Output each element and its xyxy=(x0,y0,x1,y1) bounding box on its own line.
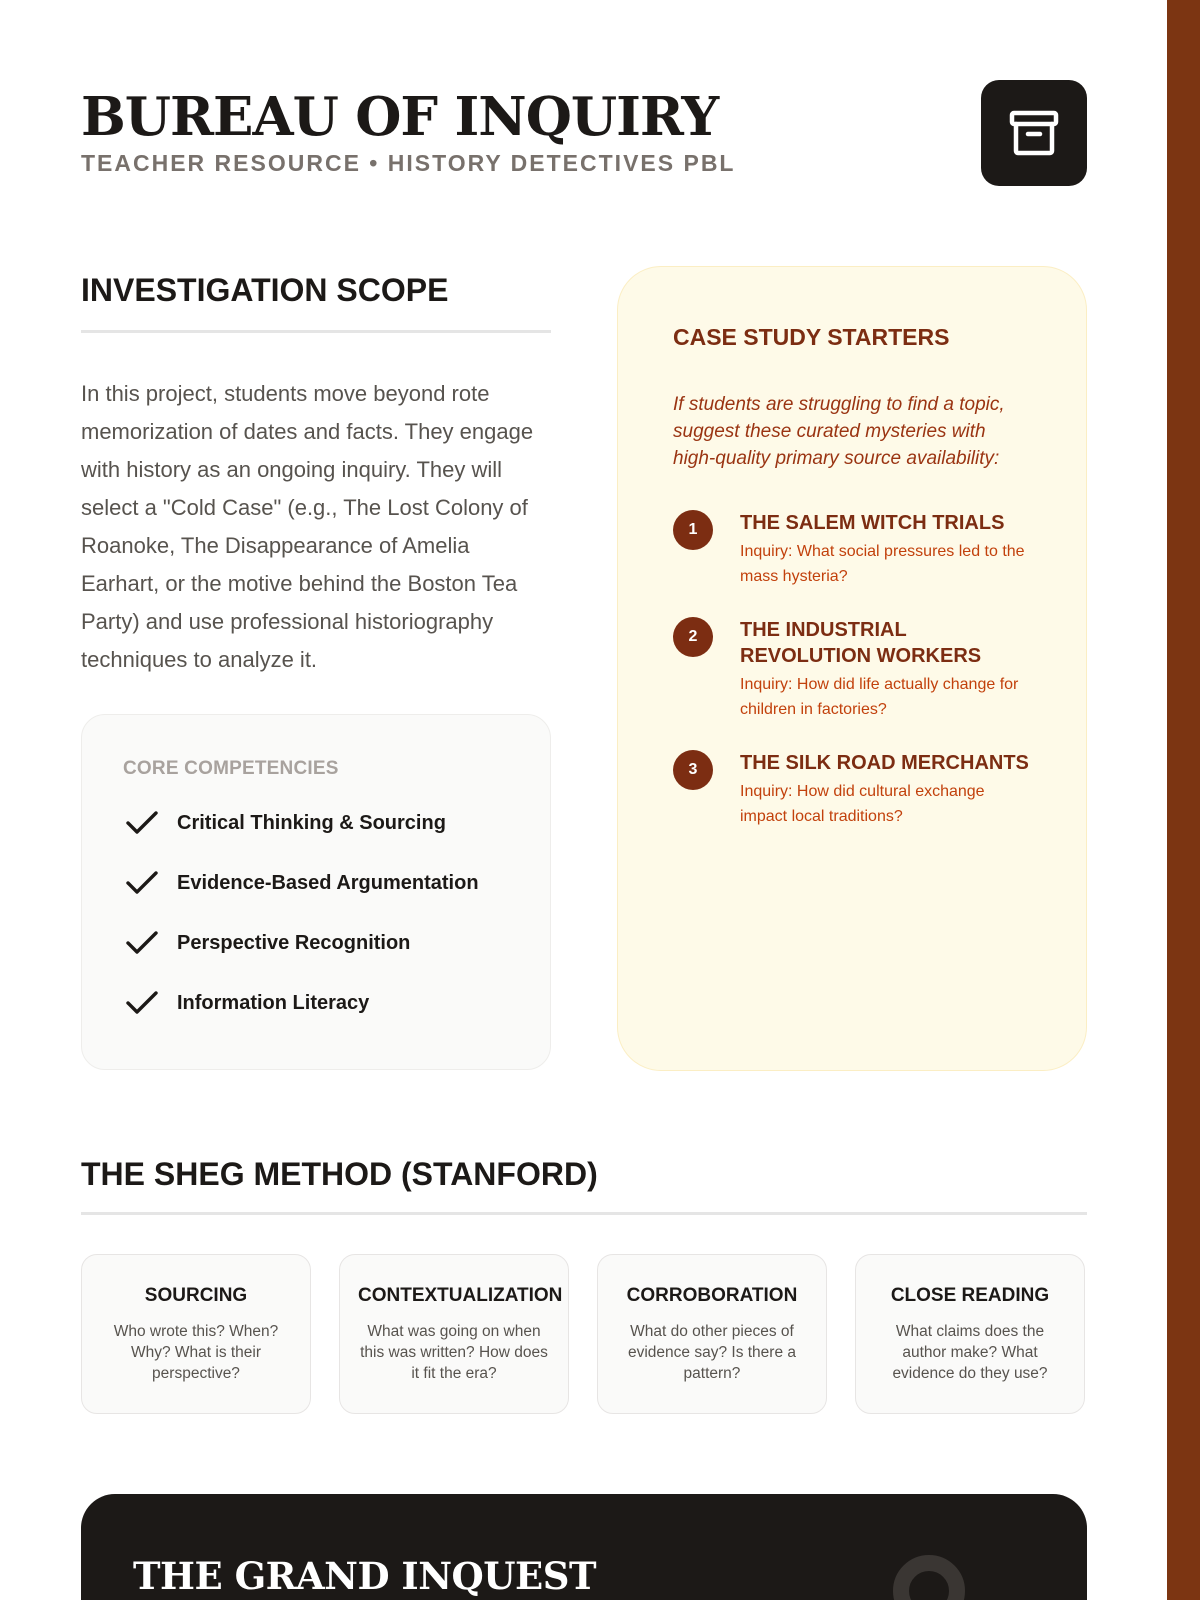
investigation-scope xyxy=(81,268,551,679)
competencies-heading: CORE COMPETENCIES xyxy=(123,758,339,779)
case-name: THE INDUSTRIAL REVOLUTION WORKERS xyxy=(740,619,982,667)
archive-icon xyxy=(1009,110,1059,156)
competency-item xyxy=(123,923,510,963)
competencies-list xyxy=(123,803,510,1023)
competency-item xyxy=(123,803,510,843)
case-study-item xyxy=(673,617,1032,722)
accent-stripe xyxy=(1167,0,1200,1600)
page-title: BUREAU OF INQUIRY xyxy=(81,86,719,148)
sheg-card-contextualization xyxy=(339,1254,569,1414)
case-number-badge: 3 xyxy=(673,750,713,790)
grand-inquest-panel xyxy=(81,1494,1087,1600)
case-study-starters-card xyxy=(617,266,1087,1071)
page-subtitle: TEACHER RESOURCE • HISTORY DETECTIVES PBL xyxy=(81,150,736,176)
sheg-card-title: SOURCING xyxy=(144,1285,248,1306)
case-inquiry: Inquiry: What social pressures led to the mass hysteria? xyxy=(740,543,1025,585)
magnifier-icon xyxy=(893,1555,965,1600)
header xyxy=(81,80,1087,188)
check-icon xyxy=(126,988,160,1018)
check-icon xyxy=(126,928,160,958)
competency-label: Information Literacy xyxy=(177,991,370,1014)
inquest-heading: THE GRAND INQUEST xyxy=(133,1554,596,1598)
sheg-card-title: CORROBORATION xyxy=(626,1285,798,1306)
sheg-card-desc: What was going on when this was written? How does it fit the era? xyxy=(360,1323,548,1382)
sheg-cards xyxy=(81,1254,1087,1414)
competency-item xyxy=(123,863,510,903)
divider xyxy=(81,330,551,333)
competency-label: Critical Thinking & Sourcing xyxy=(177,811,446,834)
sheg-card-title: CONTEXTUALIZATION xyxy=(358,1285,563,1306)
case-number-badge: 1 xyxy=(673,510,713,550)
check-icon xyxy=(126,808,160,838)
competency-label: Perspective Recognition xyxy=(177,931,411,954)
case-study-heading: CASE STUDY STARTERS xyxy=(673,324,950,350)
sheg-card-sourcing xyxy=(81,1254,311,1414)
core-competencies-card xyxy=(81,714,551,1070)
sheg-card-corroboration xyxy=(597,1254,827,1414)
sheg-method xyxy=(81,1152,1087,1382)
sheg-heading: THE SHEG METHOD (STANFORD) xyxy=(81,1156,598,1192)
case-number-badge: 2 xyxy=(673,617,713,657)
case-study-intro: If students are struggling to find a topic, suggest these curated mysteries with high-quality primary source availability: xyxy=(673,394,1005,469)
case-study-list xyxy=(673,510,1032,829)
sheg-card-title: CLOSE READING xyxy=(890,1285,1050,1306)
competency-item xyxy=(123,983,510,1023)
sheg-card-desc: What do other pieces of evidence say? Is there a pattern? xyxy=(627,1323,797,1382)
case-name: THE SALEM WITCH TRIALS xyxy=(740,512,1005,534)
case-inquiry: Inquiry: How did life actually change for children in factories? xyxy=(740,676,1019,718)
case-inquiry: Inquiry: How did cultural exchange impact local traditions? xyxy=(740,783,985,825)
case-name: THE SILK ROAD MERCHANTS xyxy=(740,752,1029,774)
scope-heading: INVESTIGATION SCOPE xyxy=(81,272,449,308)
sheg-card-close-reading xyxy=(855,1254,1085,1414)
check-icon xyxy=(126,868,160,898)
case-study-item xyxy=(673,750,1032,829)
competency-label: Evidence-Based Argumentation xyxy=(177,871,479,894)
archive-button[interactable] xyxy=(981,80,1087,186)
case-study-item xyxy=(673,510,1032,589)
page xyxy=(81,0,1087,1600)
scope-body: In this project, students move beyond rote memorization of dates and facts. They engage with history as an ongoing inquiry. They will select a "Cold Case" (e.g., The Lost Colony of Roanoke, The Disappearance of Amelia Earhart, or the motive behind the Boston Tea Party) and use professional historiography techniques to analyze it. xyxy=(81,381,534,672)
sheg-card-desc: What claims does the author make? What evidence do they use? xyxy=(892,1323,1048,1382)
divider xyxy=(81,1212,1087,1215)
sheg-card-desc: Who wrote this? When? Why? What is their perspective? xyxy=(113,1323,279,1382)
